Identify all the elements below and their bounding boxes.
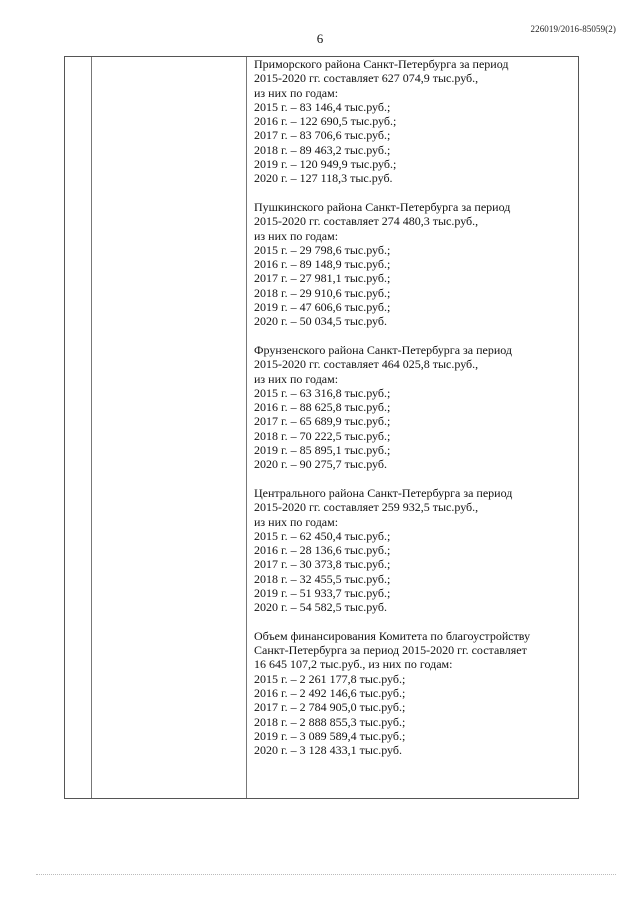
text-line: 2020 г. – 127 118,3 тыс.руб. (254, 171, 393, 186)
text-line: 2019 г. – 3 089 589,4 тыс.руб.; (254, 728, 406, 743)
text-line: 2015 г. – 2 261 177,8 тыс.руб.; (254, 671, 406, 686)
text-line: 2019 г. – 85 895,1 тыс.руб.; (254, 443, 391, 458)
text-line: Центрального района Санкт-Петербурга за период (254, 485, 513, 500)
text-section (254, 343, 579, 472)
text-line: 2016 г. – 89 148,9 тыс.руб.; (254, 257, 391, 272)
text-line: 2020 г. – 90 275,7 тыс.руб. (254, 457, 387, 472)
text-line: Приморского района Санкт-Петербурга за период (254, 57, 509, 71)
text-line: Санкт-Петербурга за период 2015-2020 гг. составляет (254, 643, 527, 658)
text-line: Пушкинского района Санкт-Петербурга за период (254, 199, 511, 214)
text-line: 2017 г. – 83 706,6 тыс.руб.; (254, 128, 391, 143)
table-content-cell (254, 57, 579, 772)
text-line: 2020 г. – 50 034,5 тыс.руб. (254, 314, 387, 329)
text-line: 2017 г. – 2 784 905,0 тыс.руб.; (254, 700, 406, 715)
text-line: 2015-2020 гг. составляет 259 932,5 тыс.руб., (254, 500, 479, 515)
text-line: 2016 г. – 2 492 146,6 тыс.руб.; (254, 686, 406, 701)
text-line: 2017 г. – 65 689,9 тыс.руб.; (254, 414, 391, 429)
text-line: 2015-2020 гг. составляет 627 074,9 тыс.руб., (254, 71, 479, 86)
text-line: Фрунзенского района Санкт-Петербурга за период (254, 342, 513, 357)
text-line: 2016 г. – 122 690,5 тыс.руб.; (254, 114, 397, 129)
document-id: 226019/2016-85059(2) (530, 24, 616, 34)
text-line: 16 645 107,2 тыс.руб., из них по годам: (254, 657, 453, 672)
text-line: 2019 г. – 47 606,6 тыс.руб.; (254, 300, 391, 315)
text-line: 2018 г. – 2 888 855,3 тыс.руб.; (254, 714, 406, 729)
text-line: 2020 г. – 54 582,5 тыс.руб. (254, 600, 387, 615)
text-line: 2018 г. – 32 455,5 тыс.руб.; (254, 571, 391, 586)
text-line: 2017 г. – 30 373,8 тыс.руб.; (254, 557, 391, 572)
text-line: 2018 г. – 89 463,2 тыс.руб.; (254, 142, 391, 157)
text-line: 2018 г. – 70 222,5 тыс.руб.; (254, 428, 391, 443)
text-line: из них по годам: (254, 371, 339, 386)
text-line: 2015 г. – 29 798,6 тыс.руб.; (254, 242, 391, 257)
text-line: 2017 г. – 27 981,1 тыс.руб.; (254, 271, 391, 286)
text-line: 2015 г. – 83 146,4 тыс.руб.; (254, 99, 391, 114)
text-line: 2015-2020 гг. составляет 464 025,8 тыс.руб., (254, 357, 479, 372)
text-line: Объем финансирования Комитета по благоустройству (254, 628, 531, 643)
text-section (254, 486, 579, 615)
text-line: 2016 г. – 88 625,8 тыс.руб.; (254, 400, 391, 415)
text-line: 2016 г. – 28 136,6 тыс.руб.; (254, 543, 391, 558)
text-line: 2015 г. – 63 316,8 тыс.руб.; (254, 385, 391, 400)
text-line: из них по годам: (254, 85, 339, 100)
text-line: из них по годам: (254, 228, 339, 243)
text-line: 2019 г. – 51 933,7 тыс.руб.; (254, 585, 391, 600)
text-line: 2018 г. – 29 910,6 тыс.руб.; (254, 285, 391, 300)
text-line: 2015-2020 гг. составляет 274 480,3 тыс.руб., (254, 214, 479, 229)
table-column-divider (246, 57, 247, 798)
text-section (254, 629, 579, 758)
document-table (64, 56, 579, 799)
text-line: 2019 г. – 120 949,9 тыс.руб.; (254, 157, 397, 172)
text-line: из них по годам: (254, 514, 339, 529)
text-line: 2015 г. – 62 450,4 тыс.руб.; (254, 528, 391, 543)
scan-footer-artifact (36, 874, 616, 881)
page-number: 6 (316, 31, 324, 46)
text-section (254, 200, 579, 329)
text-section (254, 57, 579, 186)
text-line: 2020 г. – 3 128 433,1 тыс.руб. (254, 743, 402, 758)
table-column-divider (91, 57, 92, 798)
